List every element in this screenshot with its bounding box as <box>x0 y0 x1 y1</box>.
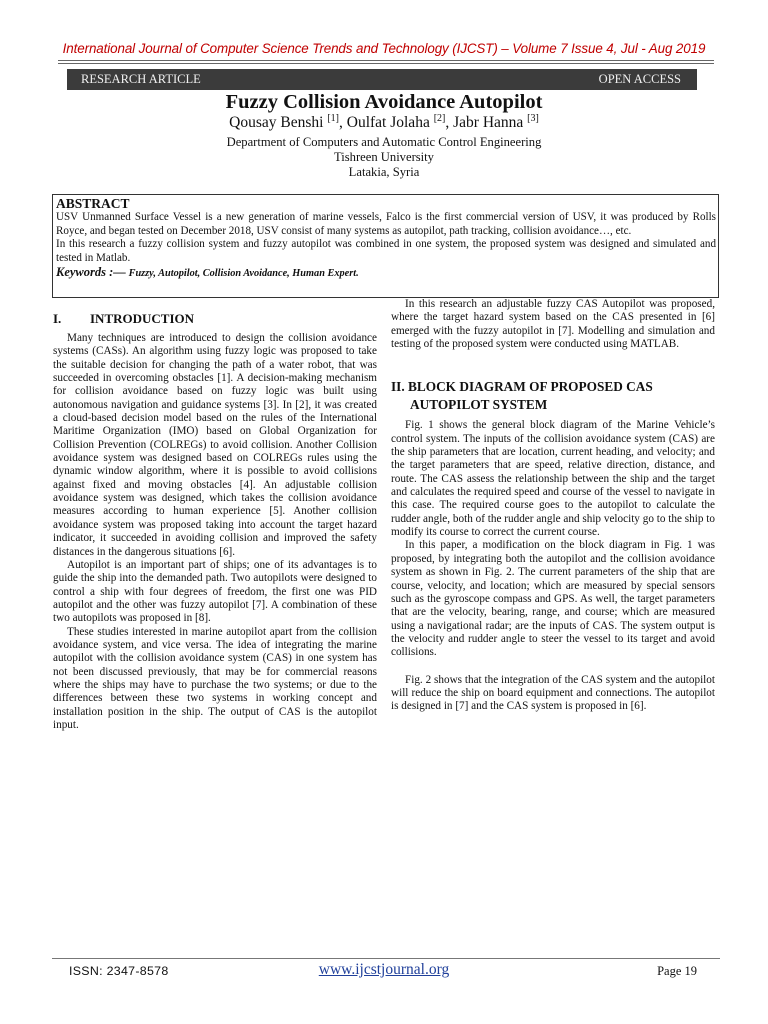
article-banner <box>67 69 697 90</box>
affiliation-department: Department of Computers and Automatic Control Engineering <box>226 135 542 149</box>
body-paragraph: Many techniques are introduced to design the collision avoidance systems (CASs). An algorithm using fuzzy logic was proposed to take the suitable decision for changing the path of a water robot, that was succeeded in overcoming obstacles [1]. A decision-making mechanism for collision avoidance based on fuzzy logic was built using autonomous navigation and guidance systems [3]. In [2], it was created a cloud-based decision model based on the rules of the International Maritime Organization (IMO) based on Global Organization for Collision Prevention (COLREGs) to avoid collision. Another Collision avoidance system was designed based on COLREGs rules using the dynamic window algorithm, where it is possible to avoid collisions against fixed and moving obstacles [4]. An adjustable collision avoidance system was designed, which takes the collision avoidance measures according to human experience [5]. Another collision avoidance system was proposed taking into account the target hazard indicator, it succeeded in avoiding collision and improved the safety distances in the dangerous situations [6]. <box>53 332 377 558</box>
abstract-paragraph-1: USV Unmanned Surface Vessel is a new generation of marine vessels, Falco is the first commercial version of USV, it was produced by Rolls Royce, and began tested on December 2018, USV consist of many systems as autopilot, path tracking, collision avoidance…, etc. <box>56 211 716 237</box>
body-paragraph: Fig. 2 shows that the integration of the CAS system and the autopilot will reduce the ship on board equipment and connections. The autopilot is designed in [7] and the CAS system is proposed in [6]. <box>391 673 715 713</box>
left-column <box>53 301 377 732</box>
page-number: Page 19 <box>657 964 697 978</box>
header-rule <box>58 60 714 61</box>
open-access-label: OPEN ACCESS <box>598 72 681 86</box>
affiliation-location: Latakia, Syria <box>348 165 420 179</box>
affiliation-university: Tishreen University <box>334 150 434 164</box>
body-paragraph: Fig. 1 shows the general block diagram of the Marine Vehicle’s control system. The inputs of the collision avoidance system (CAS) are the ship parameters that are location, current heading, and velocity; and the target parameters that are speed, relative direction, distance, and route. The CAS assess the relationship between the ship and the target and calculates the required speed and course of the vessel to navigate in this case. The required course goes to the autopilot to calculate the rudder angle, both of the rudder angle and ship velocity go to the ship to modify its course to correct the current course. <box>391 419 715 539</box>
keywords-line <box>56 265 716 281</box>
right-column <box>391 298 715 714</box>
authors-line <box>0 113 768 132</box>
body-paragraph: In this research an adjustable fuzzy CAS Autopilot was proposed, where the target hazard system based on the CAS presented in [6] emerged with the fuzzy autopilot in [7]. Modelling and simulation and testing of the proposed system were conducted using MATLAB. <box>391 298 715 351</box>
section-heading-block-diagram: II. BLOCK DIAGRAM OF PROPOSED CAS AUTOPILOT SYSTEM <box>391 379 653 412</box>
journal-website-link[interactable]: www.ijcstjournal.org <box>318 961 450 978</box>
paper-title: Fuzzy Collision Avoidance Autopilot <box>225 91 543 113</box>
issn: ISSN: 2347-8578 <box>69 964 169 978</box>
body-paragraph: These studies interested in marine autopilot apart from the collision avoidance system, and vice versa. The idea of integrating the marine autopilot with the collision avoidance system (CAS) in one system has not been discussed previously, that may be for commercial reasons where the ships may have to purchase the two systems; or due to the differences between these two systems in working concept and installation position in the ship. The output of CAS is the autopilot input. <box>53 625 377 731</box>
keywords-label: Keywords :— <box>56 265 126 279</box>
author-2: Oulfat Jolaha [2], <box>346 113 454 132</box>
keywords-list: Fuzzy, Autopilot, Collision Avoidance, Human Expert. <box>128 268 359 279</box>
abstract-paragraph-2: In this research a fuzzy collision system and fuzzy autopilot was combined in one system, the proposed system was designed and simulated and tested in Matlab. <box>56 238 716 264</box>
section-heading-introduction: I. INTRODUCTION <box>53 311 195 326</box>
abstract-heading: ABSTRACT <box>56 196 130 211</box>
header-rule-2 <box>58 63 714 64</box>
abstract-box <box>52 194 719 298</box>
body-paragraph: In this paper, a modification on the block diagram in Fig. 1 was proposed, by integrating both the autopilot and the collision avoidance system as shown in Fig. 2. The current parameters of the ship that are course, velocity, and location; which are measured by special sensors such as the gyroscope compass and GPS. As well, the target parameters that are the velocity, bearing, range, and course; which are measured using a navigational radar; are the inputs of CAS. The system output is the velocity and rudder angle to steer the vessel to its target and avoid collisions. <box>391 539 715 659</box>
author-1: Qousay Benshi [1], <box>229 113 347 132</box>
author-3: Jabr Hanna [3] <box>453 113 539 132</box>
journal-title: International Journal of Computer Science Trends and Technology (IJCST) – Volume 7 Issue 4, Jul - Aug 2019 <box>62 41 706 56</box>
article-type: RESEARCH ARTICLE <box>81 72 201 86</box>
body-paragraph: Autopilot is an important part of ships; one of its advantages is to guide the ship into the demanded path. Two autopilots were designed to control a ship with four degrees of freedom, the first one was PID autopilot and the other was fuzzy autopilot [7]. A combination of these two autopilots was proposed in [8]. <box>53 558 377 625</box>
footer-rule <box>52 958 720 959</box>
